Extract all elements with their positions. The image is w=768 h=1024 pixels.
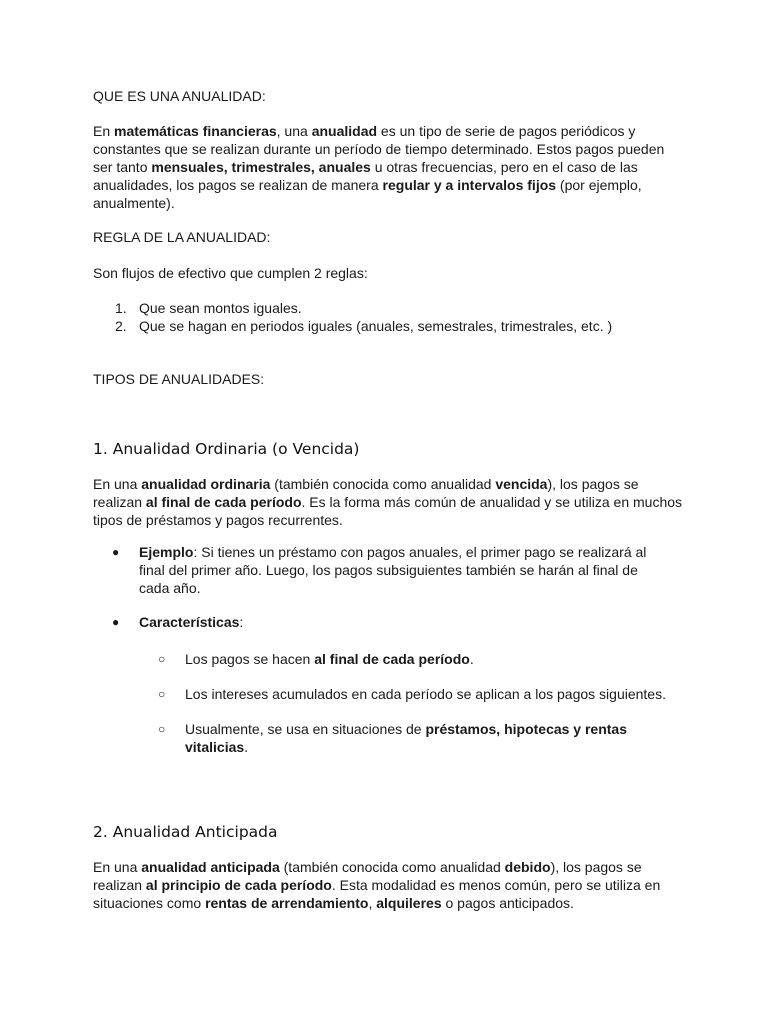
bold-text: al final de cada período xyxy=(145,494,302,510)
bold-text: vencida xyxy=(495,476,548,492)
bullet-icon: ● xyxy=(112,615,120,629)
subbullet-icon: ○ xyxy=(158,687,166,701)
bold-text: anualidad xyxy=(311,123,378,139)
heading-anualidad-anticipada: 2. Anualidad Anticipada xyxy=(93,823,278,841)
rule-number: 1. xyxy=(115,300,127,316)
bold-text: regular y a intervalos fijos xyxy=(382,177,557,193)
subbullet-text: Los intereses acumulados en cada período se aplican a los pagos siguientes. xyxy=(185,686,666,702)
bullet-text: Características: xyxy=(139,614,244,630)
bold-text: al principio de cada período xyxy=(145,877,332,893)
bold-text: debido xyxy=(504,859,551,875)
ordinaria-paragraph: En una anualidad ordinaria (también conocida como anualidad vencida), los pagos se realizan al final de cada período. Es la forma más común de anualidad y se utiliza en muchos tipos de préstamos y pagos recurrentes. xyxy=(93,476,683,528)
bold-text: matemáticas financieras xyxy=(114,123,277,139)
bold-text: alquileres xyxy=(376,895,442,911)
subbullet-text: Usualmente, se usa en situaciones de préstamos, hipotecas y rentas vitalicias. xyxy=(185,721,628,755)
anticipada-paragraph: En una anualidad anticipada (también conocida como anualidad debido), los pagos se realizan al principio de cada período. Esta modalidad es menos común, pero se utiliza en situaciones como rentas de arrendamiento, alquileres o pagos anticipados. xyxy=(93,859,661,911)
rule-number: 2. xyxy=(115,318,127,334)
bullet-icon: ● xyxy=(112,545,120,559)
definition-paragraph: En matemáticas financieras, una anualidad es un tipo de serie de pagos periódicos y constantes que se realizan durante un período de tiempo determinado. Estos pagos pueden ser tanto mensuales, trimestrales, anuales u otras frecuencias, pero en el caso de las anualidades, los pagos se realizan de manera regular y a intervalos fijos (por ejemplo, anualmente). xyxy=(93,123,665,211)
subbullet-icon: ○ xyxy=(158,722,166,736)
bold-text: anualidad anticipada xyxy=(141,859,280,875)
bold-text: mensuales, trimestrales, anuales xyxy=(151,159,371,175)
bold-text: al final de cada período xyxy=(314,651,470,667)
subbullet-text: Los pagos se hacen al final de cada período. xyxy=(185,651,474,667)
section-title-regla: REGLA DE LA ANUALIDAD: xyxy=(93,229,271,245)
section-title-tipos: TIPOS DE ANUALIDADES: xyxy=(93,371,265,387)
heading-anualidad-ordinaria: 1. Anualidad Ordinaria (o Vencida) xyxy=(93,440,360,458)
rule-text: Que sean montos iguales. xyxy=(139,300,302,316)
bold-text: anualidad ordinaria xyxy=(141,476,271,492)
rule-text: Que se hagan en periodos iguales (anuales, semestrales, trimestrales, etc. ) xyxy=(139,318,613,334)
subbullet-icon: ○ xyxy=(158,652,166,666)
bold-text: rentas de arrendamiento xyxy=(205,895,369,911)
rules-intro: Son flujos de efectivo que cumplen 2 reglas: xyxy=(93,265,368,281)
bold-text: préstamos, hipotecas y rentas vitalicias xyxy=(185,721,628,755)
section-title-que-es: QUE ES UNA ANUALIDAD: xyxy=(93,88,266,104)
bullet-text: Ejemplo: Si tienes un préstamo con pagos anuales, el primer pago se realizará al final del primer año. Luego, los pagos subsiguientes también se harán al final de cada año. xyxy=(139,544,647,596)
bold-text: Características xyxy=(139,614,240,630)
bold-text: Ejemplo xyxy=(139,544,194,560)
